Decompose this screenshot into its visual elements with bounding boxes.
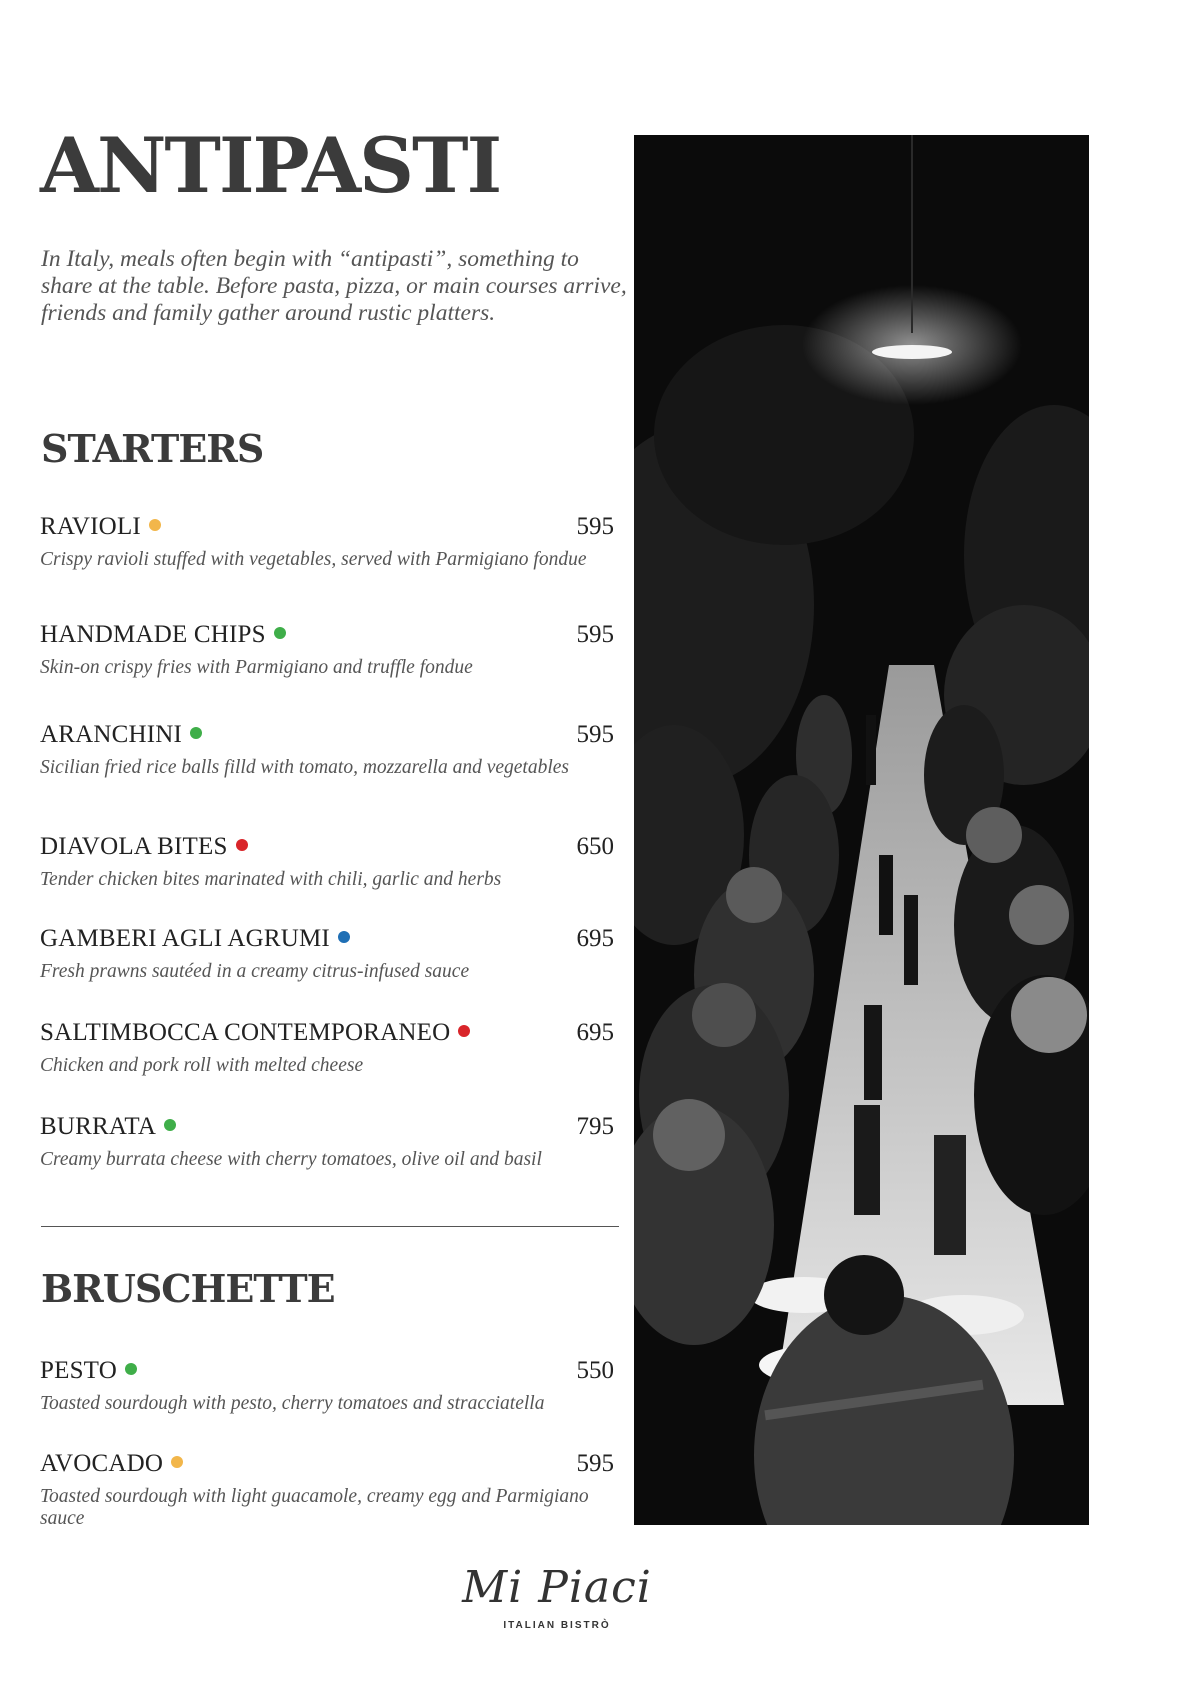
brand-logo	[462, 1562, 652, 1640]
item-price: 595	[576, 621, 614, 648]
diet-dot-icon	[149, 519, 161, 531]
item-name: HANDMADE CHIPS	[40, 621, 266, 648]
section-heading-bruschette: BRUSCHETTE	[41, 1266, 335, 1311]
menu-item-burrata	[40, 1112, 614, 1171]
item-name: AVOCADO	[40, 1450, 164, 1477]
item-price: 795	[576, 1113, 614, 1140]
item-name: GAMBERI AGLI AGRUMI	[40, 925, 330, 952]
item-price: 595	[576, 1450, 614, 1477]
intro-paragraph: In Italy, meals often begin with “antipasti”, something to share at the table. Before pasta, pizza, or main courses arrive, friends and family gather around rustic platters.	[41, 246, 627, 326]
item-price: 650	[576, 833, 614, 860]
menu-item-aranchini	[40, 720, 614, 779]
item-name: PESTO	[40, 1357, 117, 1384]
diet-dot-icon	[236, 839, 248, 851]
item-name: ARANCHINI	[40, 721, 183, 748]
diet-dot-icon	[190, 727, 202, 739]
item-name: BURRATA	[40, 1113, 157, 1140]
menu-item-handmade-chips	[40, 620, 614, 679]
item-description: Toasted sourdough with light guacamole, creamy egg and Parmigiano sauce	[40, 1486, 589, 1529]
menu-item-pesto	[40, 1356, 614, 1415]
item-description: Creamy burrata cheese with cherry tomatoes, olive oil and basil	[40, 1149, 542, 1170]
item-price: 695	[576, 925, 614, 952]
brand-logo-script: Mi Piaci	[462, 1562, 652, 1613]
item-description: Crispy ravioli stuffed with vegetables, served with Parmigiano fondue	[40, 549, 587, 570]
brand-logo-subtitle: ITALIAN BISTRÒ	[503, 1620, 611, 1631]
diet-dot-icon	[125, 1363, 137, 1375]
item-name: RAVIOLI	[40, 513, 141, 540]
item-name: SALTIMBOCCA CONTEMPORANEO	[40, 1019, 451, 1046]
item-description: Fresh prawns sautéed in a creamy citrus-infused sauce	[40, 961, 470, 982]
diet-dot-icon	[171, 1456, 183, 1468]
item-description: Chicken and pork roll with melted cheese	[40, 1055, 364, 1076]
menu-item-avocado	[40, 1449, 614, 1530]
menu-item-ravioli	[40, 512, 614, 571]
item-description: Skin-on crispy fries with Parmigiano and truffle fondue	[40, 657, 473, 678]
menu-item-gamberi-agli-agrumi	[40, 924, 614, 983]
item-price: 550	[576, 1357, 614, 1384]
diet-dot-icon	[164, 1119, 176, 1131]
menu-item-diavola-bites	[40, 832, 614, 891]
page-title: ANTIPASTI	[40, 121, 501, 210]
item-description: Tender chicken bites marinated with chili, garlic and herbs	[40, 869, 502, 890]
item-price: 595	[576, 513, 614, 540]
dinner-table-photo	[634, 135, 1089, 1525]
item-name: DIAVOLA BITES	[40, 833, 228, 860]
section-heading-starters: STARTERS	[41, 426, 264, 471]
section-divider	[41, 1226, 619, 1227]
item-price: 595	[576, 721, 614, 748]
diet-dot-icon	[274, 627, 286, 639]
item-description: Sicilian fried rice balls filld with tomato, mozzarella and vegetables	[40, 757, 569, 778]
diet-dot-icon	[338, 931, 350, 943]
item-description: Toasted sourdough with pesto, cherry tomatoes and stracciatella	[40, 1393, 545, 1414]
item-price: 695	[576, 1019, 614, 1046]
menu-item-saltimbocca-contemporaneo	[40, 1018, 614, 1077]
diet-dot-icon	[458, 1025, 470, 1037]
